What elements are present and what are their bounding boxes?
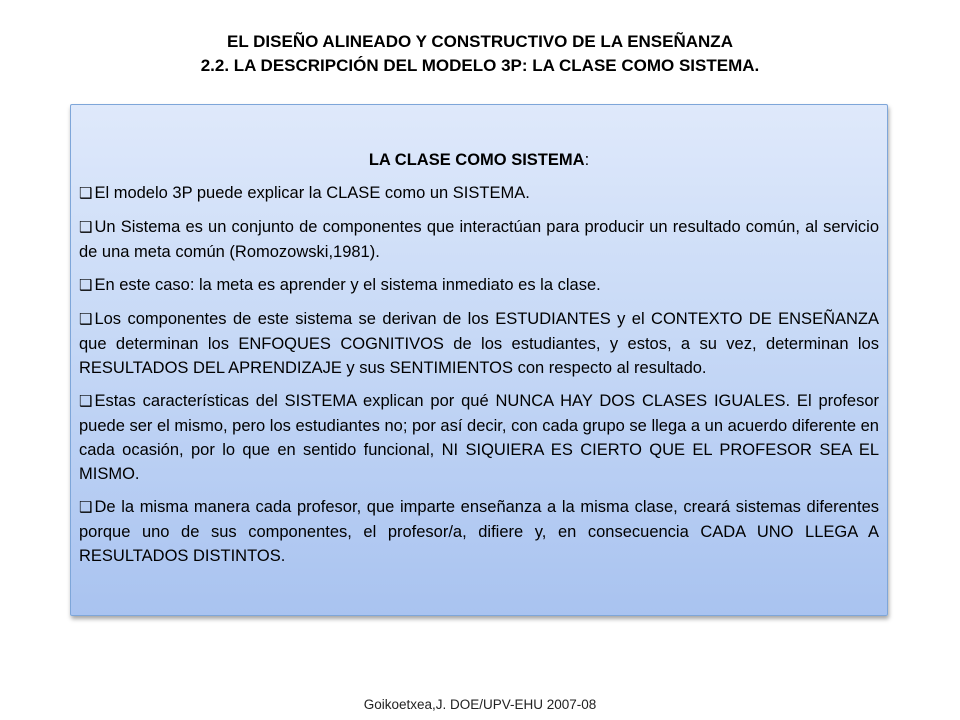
box-heading bbox=[79, 149, 879, 171]
title-line-2: 2.2. LA DESCRIPCIÓN DEL MODELO 3P: LA CLASE COMO SISTEMA. bbox=[200, 56, 760, 75]
checkbox-bullet-icon: ❑ bbox=[79, 311, 93, 328]
box-heading-colon: : bbox=[584, 151, 590, 169]
bullet-text: Un Sistema es un conjunto de componentes que interactúan para producir un resultado común, al servicio de una meta común (Romozowski,1981). bbox=[79, 218, 879, 261]
checkbox-bullet-icon: ❑ bbox=[79, 499, 93, 516]
bullet-text: El modelo 3P puede explicar la CLASE como un SISTEMA. bbox=[94, 184, 530, 202]
slide-title bbox=[0, 30, 960, 78]
bullet-text: De la misma manera cada profesor, que imparte enseñanza a la misma clase, creará sistemas diferentes porque uno de sus componentes, el profesor/a, difiere y, en consecuencia CADA UNO LLEGA A RESULTADOS DISTINTOS. bbox=[79, 498, 879, 565]
bullet-text: Estas características del SISTEMA explican por qué NUNCA HAY DOS CLASES IGUALES. El profesor puede ser el mismo, pero los estudiantes no; por así decir, con cada grupo se llega a un acuerdo diferente en cada ocasión, por lo que en sentido funcional, NI SIQUIERA ES CIERTO QUE EL PROFESOR SEA EL MISMO. bbox=[79, 392, 879, 483]
bullet-item bbox=[79, 495, 879, 568]
checkbox-bullet-icon: ❑ bbox=[79, 393, 93, 410]
bullet-item bbox=[79, 389, 879, 486]
bullet-item bbox=[79, 273, 879, 298]
footer-credit: Goikoetxea,J. DOE/UPV-EHU 2007-08 bbox=[363, 697, 597, 712]
bullet-item bbox=[79, 215, 879, 264]
box-heading-text: LA CLASE COMO SISTEMA bbox=[368, 151, 585, 169]
checkbox-bullet-icon: ❑ bbox=[79, 219, 93, 236]
bullet-item bbox=[79, 181, 879, 206]
bullet-text: En este caso: la meta es aprender y el sistema inmediato es la clase. bbox=[94, 276, 601, 294]
checkbox-bullet-icon: ❑ bbox=[79, 277, 93, 294]
checkbox-bullet-icon: ❑ bbox=[79, 185, 93, 202]
bullet-item bbox=[79, 307, 879, 380]
content-box bbox=[70, 104, 888, 616]
title-line-1: EL DISEÑO ALINEADO Y CONSTRUCTIVO DE LA ENSEÑANZA bbox=[227, 32, 733, 51]
bullet-text: Los componentes de este sistema se derivan de los ESTUDIANTES y el CONTEXTO DE ENSEÑANZA que determinan los ENFOQUES COGNITIVOS de los estudiantes, y estos, a su vez, determinan los RESULTADOS DEL APRENDIZAJE y sus SENTIMIENTOS con respecto al resultado. bbox=[79, 310, 879, 377]
